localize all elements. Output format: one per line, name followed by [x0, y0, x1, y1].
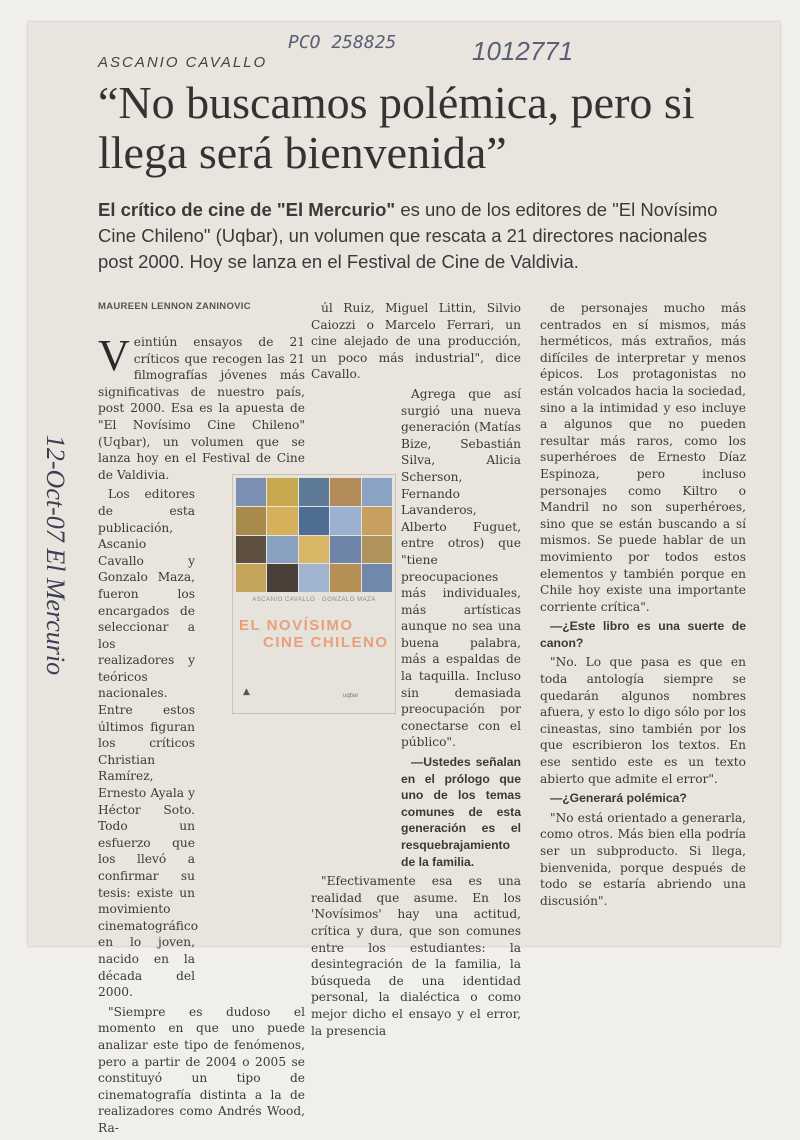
col2-para-3: "Efectivamente esa es una realidad que asume. En los 'Novísimos' hay una actitud, crítica y dura, que son comunes entre los estudiantes: la desintegración de la familia, la búsqueda de una identidad personal, la dialéctica o como mejor dicho el ensayo y el error, la presencia: [311, 874, 521, 1038]
headline: “No buscamos polémica, pero si llega será bienvenida”: [98, 77, 695, 178]
lead-paragraph: [98, 197, 746, 275]
book-cover-mosaic: [236, 478, 392, 592]
col3-question-1: —¿Este libro es una suerte de canon?: [540, 619, 746, 650]
book-cover-image: [232, 474, 396, 714]
archive-code-right: 1012771: [472, 36, 574, 66]
column-1: [98, 331, 305, 1140]
handwritten-date-note: 12-Oct-07 El Mercurio: [41, 434, 70, 676]
col2-para-2: Agrega que así surgió una nueva generación (Matías Bize, Sebastián Silva, Alicia Scherson, Fernando Lavanderos, Alberto Fuguet, entre otros) que "tiene preocupaciones más individuales, más artísticas aunque no sea una buena palabra, más a espaldas de la taquilla. Incluso sin demasiada preocupación por conectarse con el público".: [401, 386, 521, 750]
column-3: [540, 300, 746, 912]
book-cover-title: EL NOVÍSIMO CINE CHILENO: [239, 617, 389, 651]
drop-cap: V: [98, 331, 130, 380]
col2-para-1: úl Ruiz, Miguel Littin, Silvio Caiozzi o Marcelo Ferrari, un cine alejado de una producción, un poco más industrial", dice Cavallo.: [311, 301, 521, 382]
col3-para-1: de personajes mucho más centrados en sí mismos, más herméticos, más extraños, más difíciles de interpretar y menos épicos. Los protagonistas no están volcados hacia la sociedad, sino a la intimidad y eso incluye a algunos que no pueden resultar más raros, como los superhéroes de Ernesto Díaz Espinoza, pero incluso personajes como Kiltro o Mandril no son superhéroes, sino que se están buscando a sí mismos. Se puede hablar de un movimiento por todos estos elementos y también porque en Chile hoy existe una importante corriente crítica".: [540, 301, 746, 614]
lead-rest: es uno de los editores de "El Novísimo Cine Chileno" (Uqbar), un volumen que rescata a 21 directores nacionales post 2000. Hoy se lanza en el Festival de Cine de Valdivia.: [98, 199, 718, 272]
col3-question-2: —¿Generará polémica?: [550, 791, 687, 806]
archive-code-left: PCO 258825: [288, 32, 397, 53]
author-tag: ASCANIO CAVALLO: [98, 54, 268, 71]
col3-para-3: "No está orientado a generarla, como otros. Más bien ella podría ser un subproducto. Si llega, bienvenida, porque después de todo se estaría abriendo una discusión".: [540, 810, 746, 908]
byline: MAUREEN LENNON ZANINOVIC: [98, 301, 251, 312]
book-cover-publisher: uqbar: [343, 693, 359, 699]
col1-para-1: Veintiún ensayos de 21 críticos que recogen las 21 filmografías jóvenes más significativas de nuestro país, post 2000. Esa es la apuesta de "El Novísimo Cine Chileno" (Uqbar), un volumen que se lanza hoy en el Festival de Cine de Valdivia.: [98, 331, 305, 482]
col1-para-3: "Siempre es dudoso el momento en que uno puede analizar este tipo de fenómenos, pero a partir de 2004 o 2005 se constituyó un tipo de cinematografía distinta a la de realizadores como Andrés Wood, Ra-: [98, 1004, 305, 1135]
col1-para-2: Los editores de esta publicación, Ascanio Cavallo y Gonzalo Maza, fueron los encargados de seleccionar a los realizadores y teóricos nacionales. Entre estos últimos figuran los críticos Christian Ramírez, Ernesto Ayala y Héctor Soto. Todo un esfuerzo que los llevó a confirmar su tesis: existe un movimiento cinematográfico en lo joven, nacido en la década del 2000.: [98, 487, 199, 1000]
lead-bold: El crítico de cine de "El Mercurio": [98, 199, 396, 220]
publisher-logo-icon: ▲: [243, 687, 250, 697]
col3-para-2: "No. Lo que pasa es que en toda antología siempre se quedarán algunos nombres afuera, y esto lo digo sólo por los cineastas, sino también por los que escribieron los textos. En ese sentido este es un texto abierto que admite el error".: [540, 655, 746, 786]
book-cover-authors: ASCANIO CAVALLO · GONZALO MAZA: [252, 597, 376, 603]
col2-question-1: —Ustedes señalan en el prólogo que uno de los temas comunes de esta generación es el resquebrajamiento de la familia.: [401, 755, 521, 869]
